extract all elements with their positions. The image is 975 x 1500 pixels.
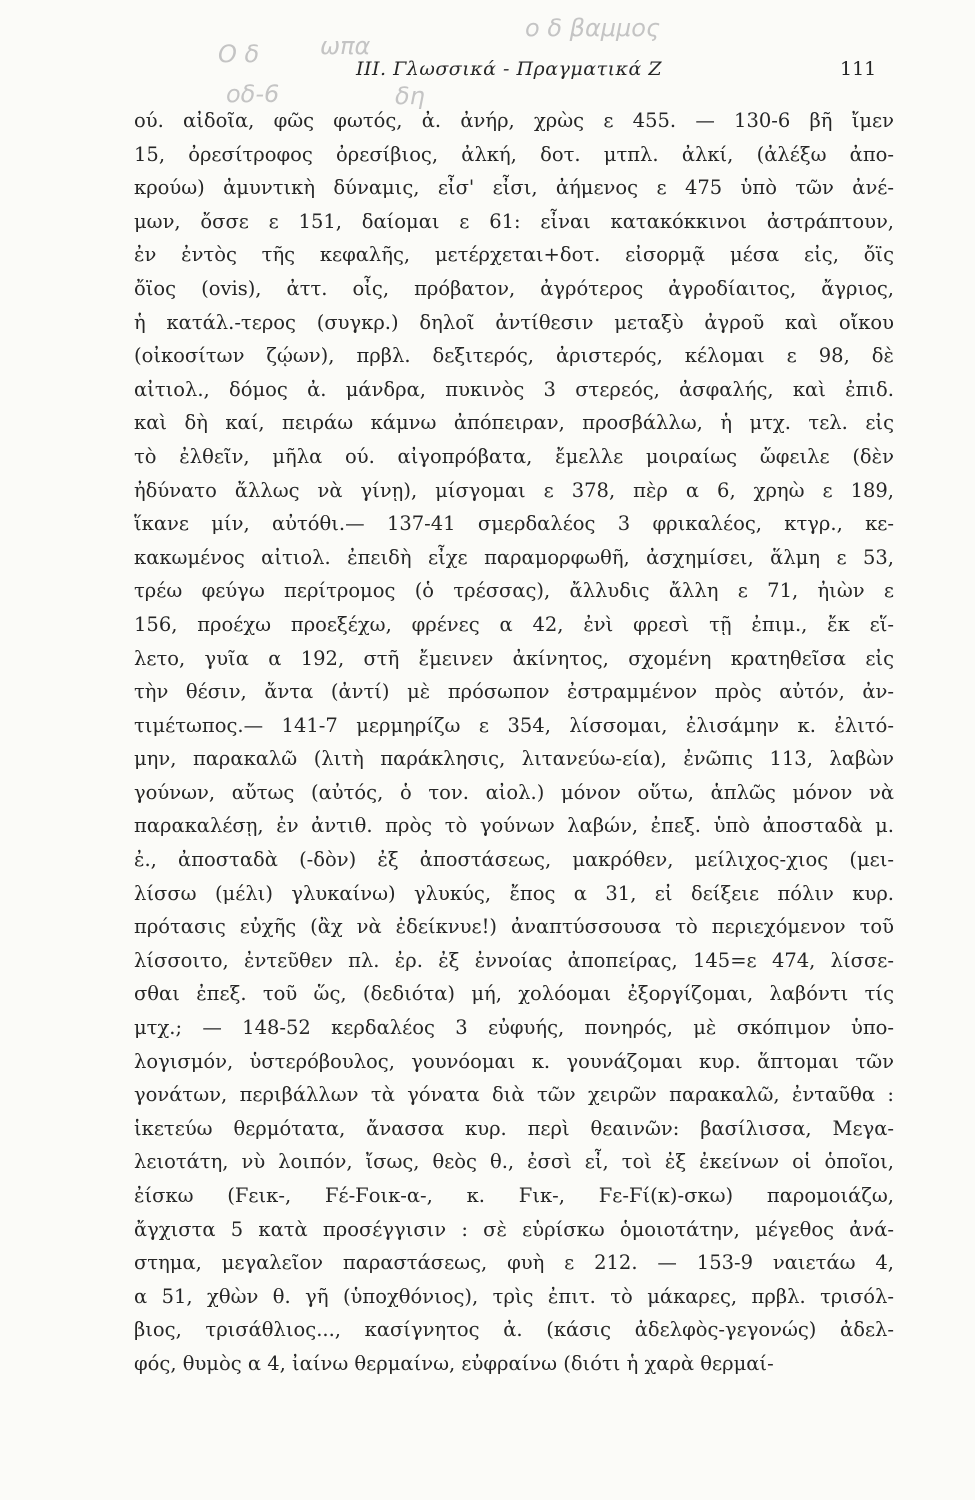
text-line: σθαι ἐπεξ. τοῦ ὥς, (δεδιότα) μή, χολόομαι ἐξοργίζομαι, λαβόντι τίς [134, 982, 894, 1006]
page-number: 111 [840, 58, 877, 80]
text-line: λίσσοιτο, ἐντεῦθεν πλ. ἐρ. ἐξ ἐννοίας ἀποπείρας, 145=ε 474, λίσσε- [134, 948, 894, 972]
text-line: λειοτάτη, νὺ λοιπόν, ἴσως, θεὸς θ., ἐσσὶ εἶ, τοὶ ἐξ ἐκείνων οἱ ὁποῖοι, [134, 1150, 894, 1174]
text-line: στημα, μεγαλεῖον παραστάσεως, φυὴ ε 212. — 153-9 ναιετάω 4, [134, 1251, 894, 1275]
text-line: ἡ κατάλ.-τερος (συγκρ.) δηλοῖ ἀντίθεσιν μεταξὺ ἀγροῦ καὶ οἴκου [134, 310, 894, 334]
pencil-note: δη [395, 82, 425, 110]
text-line: 156, προέχω προεξέχω, φρένες α 42, ἐνὶ φρεσὶ τῇ ἐπιμ., ἔκ εἵ- [134, 612, 894, 636]
text-line: ἵκανε μίν, αὐτόθι.— 137-41 σμερδαλέος 3 φρικαλέος, κτγρ., κε- [134, 512, 894, 536]
text-line: ἐ., ἀποσταδὰ (-δὸν) ἐξ ἀποστάσεως, μακρόθεν, μείλιχος-χιος (μει- [134, 848, 894, 872]
text-line: τὸ ἐλθεῖν, μῆλα ού. αἰγοπρόβατα, ἔμελλε μοιραίως ὤφειλε (δὲν [134, 444, 894, 468]
pencil-note: οδ-6 [226, 80, 280, 108]
text-line: λετο, γυῖα α 192, στῆ ἔμεινεν ἀκίνητος, σχομένη κρατηθεῖσα εἰς [134, 646, 894, 670]
pencil-note: ωπα [320, 32, 371, 60]
text-line: λογισμόν, ὑστερόβουλος, γουνόομαι κ. γουνάζομαι κυρ. ἅπτομαι τῶν [134, 1049, 894, 1073]
text-line: τρέω φεύγω περίτρομος (ὁ τρέσσας), ἄλλυδις ἄλλη ε 71, ἠιὼν ε [134, 579, 894, 603]
text-line: ὄϊος (ovis), ἀττ. οἶς, πρόβατον, ἀγρότερος ἀγροδίαιτος, ἄγριος, [134, 276, 894, 300]
text-line: κρούω) ἀμυντικὴ δύναμις, εἶσ' εἶσι, ἀήμενος ε 475 ὑπὸ τῶν ἀνέ- [134, 176, 894, 200]
text-line: φός, θυμὸς α 4, ἰαίνω θερμαίνω, εὐφραίνω (διότι ἡ χαρὰ θερμαί- [134, 1351, 774, 1375]
text-line: καὶ δὴ καί, πειράω κάμνω ἀπόπειραν, προσβάλλω, ἡ μτχ. τελ. εἰς [134, 411, 894, 435]
text-line: α 51, χθὼν θ. γῆ (ὑποχθόνιος), τρὶς ἐπιτ. τὸ μάκαρες, πρβλ. τρισόλ- [134, 1284, 894, 1308]
page-header [0, 58, 975, 88]
text-line: πρότασις εὐχῆς (ἂχ νὰ ἐδείκνυε!) ἀναπτύσσουσα τὸ περιεχόμενον τοῦ [134, 915, 894, 939]
text-line: ἐν ἐντὸς τῆς κεφαλῆς, μετέρχεται+δοτ. εἰσορμᾷ μέσα εἰς, ὄϊς [134, 243, 894, 267]
text-line: γονάτων, περιβάλλων τὰ γόνατα διὰ τῶν χειρῶν παρακαλῶ, ἐνταῦθα : [134, 1083, 894, 1107]
text-line: 15, ὀρεσίτροφος ὀρεσίβιος, ἀλκή, δοτ. μτπλ. ἀλκί, (ἀλέξω ἀπο- [134, 142, 894, 166]
running-title: III. Γλωσσικά - Πραγματικά Ζ [356, 58, 663, 80]
text-line: ού. αἰδοῖα, φῶς φωτός, ἀ. ἀνήρ, χρὼς ε 455. — 130-6 βῆ ἴμεν [134, 109, 894, 132]
text-line: παρακαλέσῃ, ἐν ἀντιθ. πρὸς τὸ γούνων λαβών, ἐπεξ. ὑπὸ ἀποσταδὰ μ. [134, 814, 894, 838]
text-line: ἐίσκω (Ϝεικ-, Ϝέ-Ϝοικ-α-, κ. Ϝικ-, Ϝε-Ϝί(κ)-σκω) παρομοιάζω, [134, 1184, 894, 1207]
commentary-text [134, 104, 894, 1381]
text-line: γούνων, αὔτως (αὐτός, ὁ τον. αἰολ.) μόνον οὕτω, ἁπλῶς μόνον νὰ [134, 780, 894, 804]
text-line: αἰτιολ., δόμος ἀ. μάνδρα, πυκινὸς 3 στερεός, ἀσφαλής, καὶ ἐπιδ. [134, 377, 894, 401]
text-line: βιος, τρισάθλιος..., κασίγνητος ἀ. (κάσις ἀδελφὸς-γεγονώς) ἀδελ- [134, 1318, 894, 1342]
text-line: μην, παρακαλῶ (λιτὴ παράκλησις, λιτανεύω-εία), ἐνῶπις 113, λαβὼν [134, 747, 894, 771]
text-line: ἠδύνατο ἄλλως νὰ γίνῃ), μίσγομαι ε 378, πὲρ α 6, χρηὼ ε 189, [134, 478, 894, 502]
text-line: (οἰκοσίτων ζῴων), πρβλ. δεξιτερός, ἀριστερός, κέλομαι ε 98, δὲ [134, 344, 894, 368]
pencil-note: Ο δ [218, 40, 260, 68]
text-line: κακωμένος αἰτιολ. ἐπειδὴ εἶχε παραμορφωθῆ, ἀσχημίσει, ἅλμη ε 53, [134, 545, 894, 569]
text-line: λίσσω (μέλι) γλυκαίνω) γλυκύς, ἔπος α 31, εἰ δείξειε πόλιν κυρ. [134, 881, 894, 905]
pencil-note: ο δ βαμμος [525, 14, 661, 42]
text-line: ἄγχιστα 5 κατὰ προσέγγισιν : σὲ εὑρίσκω ὁμοιοτάτην, μέγεθος ἀνά- [134, 1217, 894, 1241]
text-line: τιμέτωπος.— 141-7 μερμηρίζω ε 354, λίσσομαι, ἐλισάμην κ. ἐλιτό- [134, 713, 894, 737]
text-line: ἱκετεύω θερμότατα, ἄνασσα κυρ. περὶ θεαινῶν: βασίλισσα, Μεγα- [134, 1116, 894, 1140]
text-line: τὴν θέσιν, ἄντα (ἀντί) μὲ πρόσωπον ἐστραμμένον πρὸς αὐτόν, ἀν- [134, 680, 894, 704]
text-line: μτχ.; — 148-52 κερδαλέος 3 εὐφυής, πονηρός, μὲ σκόπιμον ὑπο- [134, 1016, 894, 1040]
text-line: μων, ὄσσε ε 151, δαίομαι ε 61: εἶναι κατακόκκινοι ἀστράπτουν, [134, 209, 894, 233]
